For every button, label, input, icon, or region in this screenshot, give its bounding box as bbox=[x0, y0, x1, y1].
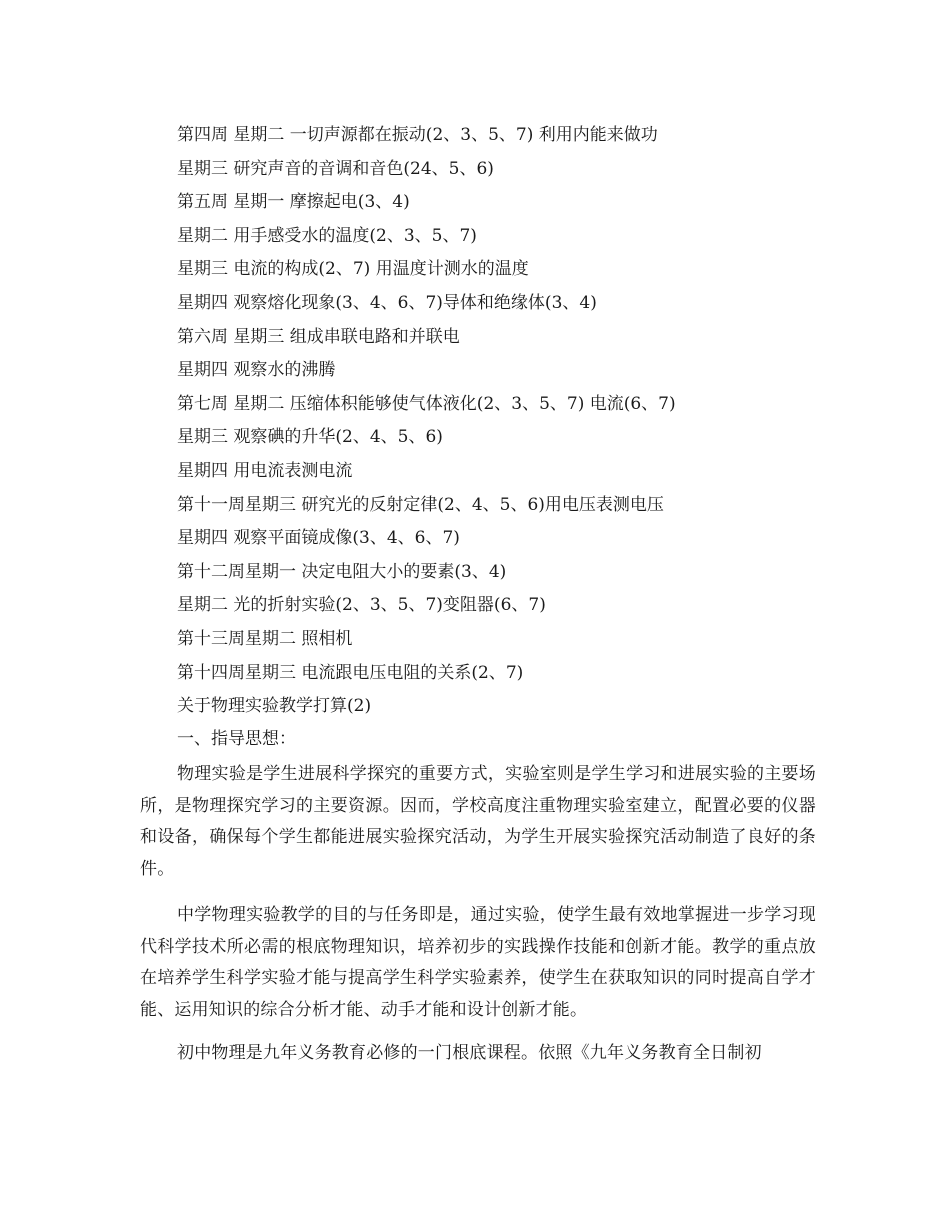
schedule-line: 第五周 星期一 摩擦起电(3、4) bbox=[177, 192, 410, 213]
schedule-line: 星期四 观察熔化现象(3、4、6、7)导体和绝缘体(3、4) bbox=[177, 292, 597, 313]
experiment-schedule-list bbox=[177, 119, 817, 690]
schedule-line: 星期四 观察平面镜成像(3、4、6、7) bbox=[177, 528, 460, 549]
schedule-line: 第十二周星期一 决定电阻大小的要素(3、4) bbox=[177, 561, 507, 582]
schedule-line: 星期三 电流的构成(2、7) 用温度计测水的温度 bbox=[177, 259, 529, 280]
schedule-line: 第十四周星期三 电流跟电压电阻的关系(2、7) bbox=[177, 662, 524, 683]
schedule-line: 第十三周星期二 照相机 bbox=[177, 628, 353, 649]
body-paragraph: 初中物理是九年义务教育必修的一门根底课程。依照《九年义务教育全日制初 bbox=[177, 1043, 762, 1063]
schedule-line: 星期二 光的折射实验(2、3、5、7)变阻器(6、7) bbox=[177, 595, 546, 616]
schedule-line: 第四周 星期二 一切声源都在振动(2、3、5、7) 利用内能来做功 bbox=[177, 125, 658, 145]
plan-title: 关于物理实验教学打算(2) bbox=[177, 696, 372, 716]
body-paragraph: 中学物理实验教学的目的与任务即是，通过实验，使学生最有效地掌握进一步学习现代科学技术所必需的根底物理知识，培养初步的实践操作技能和创新才能。教学的重点放在培养学生科学实验才能与提高学生科学实验素养，使学生在获取知识的同时提高自学才能、运用知识的综合分析才能、动手才能和设计创新才能。 bbox=[140, 905, 816, 1020]
body-paragraph: 物理实验是学生进展科学探究的重要方式，实验室则是学生学习和进展实验的主要场所，是物理探究学习的主要资源。因而，学校高度注重物理实验室建立，配置必要的仪器和设备，确保每个学生都能进展实验探究活动，为学生开展实验探究活动制造了良好的条件。 bbox=[140, 764, 816, 879]
section-heading: 一、指导思想： bbox=[177, 729, 296, 749]
schedule-line: 第十一周星期三 研究光的反射定律(2、4、5、6)用电压表测电压 bbox=[177, 494, 664, 515]
schedule-line: 星期四 观察水的沸腾 bbox=[177, 360, 336, 381]
schedule-line: 第七周 星期二 压缩体积能够使气体液化(2、3、5、7) 电流(6、7) bbox=[177, 393, 676, 414]
schedule-line: 星期三 研究声音的音调和音色(24、5、6) bbox=[177, 158, 494, 179]
schedule-line: 星期四 用电流表测电流 bbox=[177, 460, 353, 481]
schedule-line: 第六周 星期三 组成串联电路和并联电 bbox=[177, 326, 460, 347]
schedule-line: 星期三 观察碘的升华(2、4、5、6) bbox=[177, 427, 443, 448]
schedule-line: 星期二 用手感受水的温度(2、3、5、7) bbox=[177, 225, 477, 246]
